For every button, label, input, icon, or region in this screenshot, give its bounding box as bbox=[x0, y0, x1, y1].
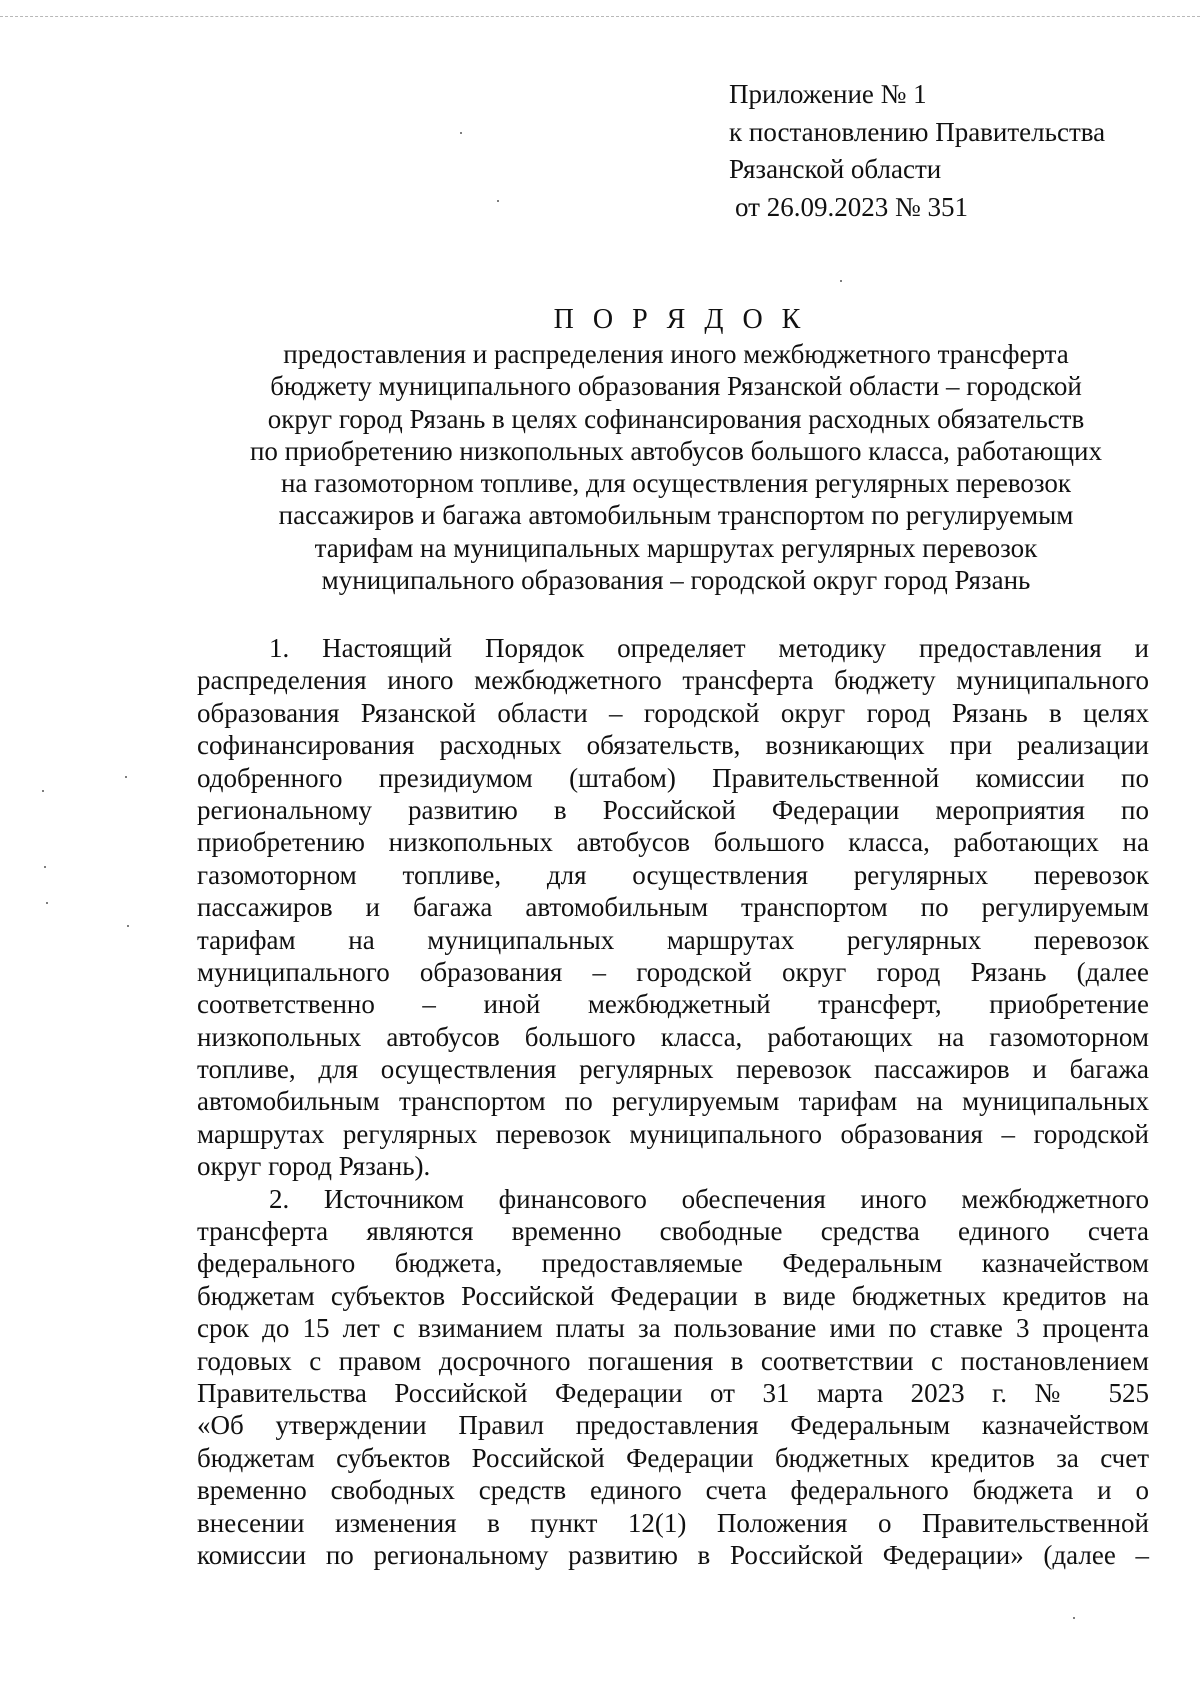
subtitle-line: муниципального образования – городской округ город Рязань bbox=[321, 565, 1031, 596]
paragraph-line: «Об утверждении Правил предоставления Федеральным казначейством bbox=[197, 1410, 1149, 1441]
scan-speck bbox=[497, 200, 499, 202]
paragraph-line: бюджетам субъектов Российской Федерации в виде бюджетных кредитов на bbox=[197, 1280, 1149, 1311]
paragraph-line: приобретению низкопольных автобусов большого класса, работающих на bbox=[197, 827, 1149, 858]
paragraph-line: топливе, для осуществления регулярных перевозок пассажиров и багажа bbox=[197, 1054, 1149, 1085]
scan-speck bbox=[840, 280, 842, 282]
scan-speck bbox=[1073, 1617, 1075, 1619]
paragraph-line: Правительства Российской Федерации от 31 марта 2023 г. № 525 bbox=[197, 1377, 1149, 1408]
paragraph-line: низкопольных автобусов большого класса, работающих на газомоторном bbox=[197, 1021, 1149, 1052]
paragraph-line: соответственно – иной межбюджетный трансферт, приобретение bbox=[197, 989, 1149, 1020]
subtitle-line: пассажиров и багажа автомобильным транспортом по регулируемым bbox=[278, 500, 1074, 531]
appendix-reference: к постановлению Правительства bbox=[729, 116, 1106, 147]
paragraph-line: срок до 15 лет с взиманием платы за пользование ими по ставке 3 процента bbox=[197, 1313, 1149, 1344]
paragraph-line: тарифам на муниципальных маршрутах регулярных перевозок bbox=[197, 924, 1149, 955]
appendix-region: Рязанской области bbox=[729, 154, 942, 184]
scan-speck bbox=[46, 902, 48, 904]
scan-speck bbox=[125, 776, 127, 778]
paragraph-line: одобренного президиумом (штабом) Правительственной комиссии по bbox=[197, 762, 1149, 793]
paragraph-line: внесении изменения в пункт 12(1) Положения о Правительственной bbox=[197, 1507, 1149, 1538]
paragraph-line: годовых с правом досрочного погашения в соответствии с постановлением bbox=[197, 1345, 1149, 1376]
scan-speck bbox=[460, 132, 462, 134]
paragraph-line: округ город Рязань). bbox=[197, 1151, 431, 1182]
scan-speck bbox=[127, 925, 129, 927]
paragraph-line: распределения иного межбюджетного трансферта бюджету муниципального bbox=[197, 665, 1149, 696]
paragraph-line: трансферта являются временно свободные средства единого счета bbox=[197, 1216, 1149, 1247]
paragraph-line: региональному развитию в Российской Федерации мероприятия по bbox=[197, 794, 1149, 825]
subtitle-line: округ город Рязань в целях софинансирования расходных обязательств bbox=[267, 403, 1085, 434]
subtitle-line: бюджету муниципального образования Рязанской области – городской bbox=[270, 371, 1082, 402]
paragraph-2 bbox=[197, 1183, 1149, 1572]
paragraph-line: бюджетам субъектов Российской Федерации бюджетных кредитов за счет bbox=[197, 1442, 1149, 1473]
appendix-number: Приложение № 1 bbox=[729, 79, 927, 109]
paragraph-line: маршрутах регулярных перевозок муниципального образования – городской bbox=[197, 1118, 1149, 1149]
paragraph-line: газомоторном топливе, для осуществления регулярных перевозок bbox=[197, 859, 1149, 890]
paragraph-line: образования Рязанской области – городской округ город Рязань в целях bbox=[197, 697, 1149, 728]
paragraph-line: софинансирования расходных обязательств, возникающих при реализации bbox=[197, 730, 1149, 761]
paragraph-line: муниципального образования – городской округ город Рязань (далее bbox=[197, 956, 1149, 987]
document-subtitle bbox=[196, 338, 1156, 596]
scan-speck bbox=[42, 790, 44, 792]
paragraph-line: пассажиров и багажа автомобильным транспортом по регулируемым bbox=[197, 892, 1149, 923]
document-title: П О Р Я Д О К bbox=[553, 304, 807, 335]
paragraph-line: временно свободных средств единого счета федерального бюджета и о bbox=[197, 1475, 1149, 1506]
paragraph-line: комиссии по региональному развитию в Российской Федерации» (далее – bbox=[197, 1539, 1149, 1570]
subtitle-line: по приобретению низкопольных автобусов большого класса, работающих bbox=[249, 435, 1102, 466]
paragraph-1 bbox=[197, 632, 1149, 1183]
scan-speck bbox=[44, 866, 46, 868]
paragraph-line: федерального бюджета, предоставляемые Федеральным казначейством bbox=[197, 1248, 1149, 1279]
document-body bbox=[197, 632, 1149, 1571]
paragraph-line: 1. Настоящий Порядок определяет методику предоставления и bbox=[269, 633, 1149, 663]
subtitle-line: на газомоторном топливе, для осуществления регулярных перевозок bbox=[280, 468, 1072, 499]
paragraph-line: автомобильным транспортом по регулируемым тарифам на муниципальных bbox=[197, 1086, 1149, 1117]
subtitle-line: предоставления и распределения иного межбюджетного трансферта bbox=[283, 339, 1069, 369]
appendix-date: от 26.09.2023 № 351 bbox=[735, 191, 968, 222]
scan-edge-line bbox=[0, 16, 1200, 17]
subtitle-line: тарифам на муниципальных маршрутах регулярных перевозок bbox=[314, 532, 1038, 563]
appendix-header bbox=[729, 76, 1169, 226]
paragraph-line: 2. Источником финансового обеспечения иного межбюджетного bbox=[269, 1183, 1149, 1214]
